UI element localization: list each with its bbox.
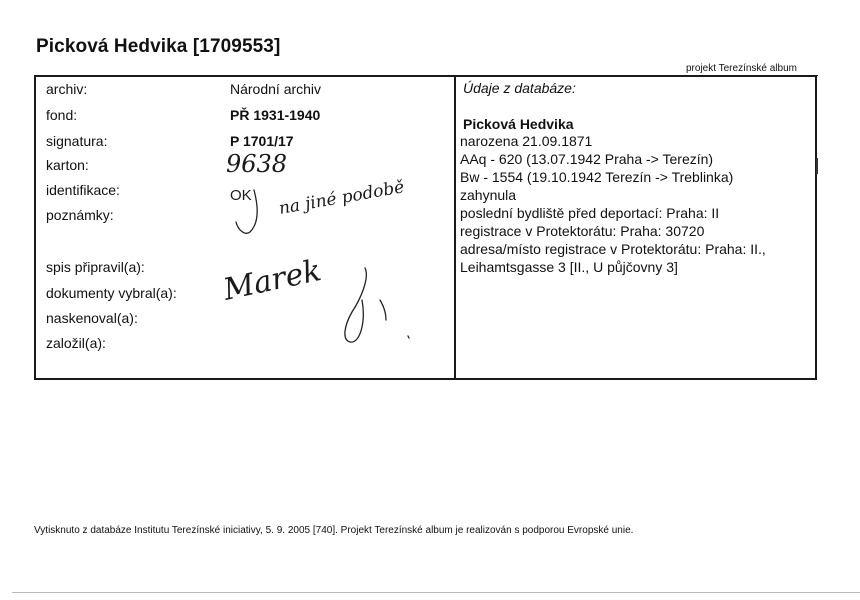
field-label-dokumenty-vybral: dokumenty vybral(a): xyxy=(46,285,177,301)
database-line: adresa/místo registrace v Protektorátu: Praha: II., xyxy=(460,241,766,257)
field-label-signatura: signatura: xyxy=(46,133,108,149)
field-label-fond: fond: xyxy=(46,107,78,123)
database-line: narozena 21.09.1871 xyxy=(460,133,593,149)
database-line: poslední bydliště před deportací: Praha: II xyxy=(460,205,720,221)
page-title: Picková Hedvika [1709553] xyxy=(36,36,281,57)
project-label: projekt Terezínské album xyxy=(686,63,797,74)
handwritten-signature: Marek xyxy=(220,253,325,308)
footer-note: Vytisknuto z databáze Institutu Terezínské iniciativy, 5. 9. 2005 [740]. Projekt Terezínské album je realizován s podporou Evropské unie. xyxy=(34,525,634,536)
database-line: zahynula xyxy=(460,187,517,203)
field-label-archiv: archiv: xyxy=(46,81,88,97)
field-label-zalozil: založil(a): xyxy=(46,335,106,351)
field-label-identifikace: identifikace: xyxy=(46,182,120,198)
field-label-spis-pripravil: spis připravil(a): xyxy=(46,259,145,275)
scan-edge xyxy=(12,592,860,593)
field-value-archiv: Národní archiv xyxy=(230,81,322,97)
database-heading: Údaje z databáze: xyxy=(463,80,576,96)
field-label-naskenoval: naskenoval(a): xyxy=(46,310,138,326)
field-label-karton: karton: xyxy=(46,157,89,173)
database-line: AAq - 620 (13.07.1942 Praha -> Terezín) xyxy=(460,151,714,167)
scan-mark xyxy=(816,158,818,174)
field-label-poznamky: poznámky: xyxy=(46,207,114,223)
handwritten-karton: 9638 xyxy=(226,150,288,178)
handwritten-ok: OK xyxy=(230,187,252,204)
database-person-name: Picková Hedvika xyxy=(463,116,574,132)
field-value-fond: PŘ 1931-1940 xyxy=(230,107,321,123)
database-line: Leihamtsgasse 3 [II., U půjčovny 3] xyxy=(460,259,678,275)
field-value-signatura: P 1701/17 xyxy=(230,133,294,149)
handwritten-note: na jiné podobě xyxy=(277,177,406,219)
card-divider xyxy=(454,75,456,380)
database-line: Bw - 1554 (19.10.1942 Terezín -> Treblinka) xyxy=(460,169,734,185)
database-line: registrace v Protektorátu: Praha: 30720 xyxy=(460,223,705,239)
